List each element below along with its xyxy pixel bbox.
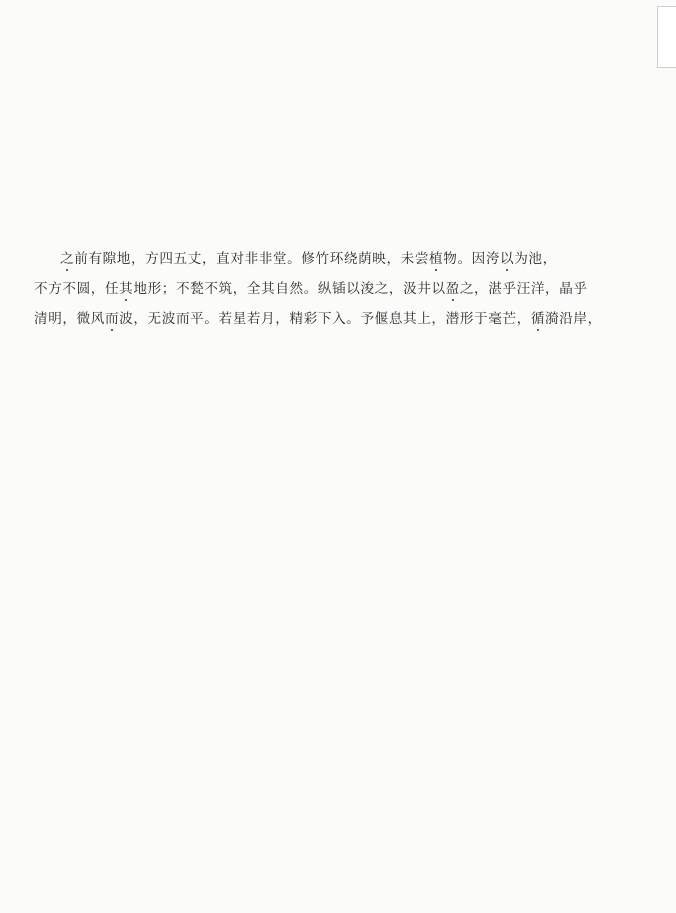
side-panel-frame: [657, 6, 676, 68]
passage-p1-line-1: 之前有隙地，方四五丈，直对非非堂。修竹环绕荫映，未尝植物。因洿以为池，: [60, 251, 557, 267]
passage-p1-line-2: 不方不圆，任其地形；不甃不筑，全其自然。纵锸以浚之，汲井以盈之，湛乎汪洋，晶乎: [34, 281, 588, 297]
passage-p1-line-3: 清明，微风而波，无波而平。若星若月，精彩下入。予偃息其上，潜形于毫芒，循漪沿岸，: [34, 311, 602, 327]
